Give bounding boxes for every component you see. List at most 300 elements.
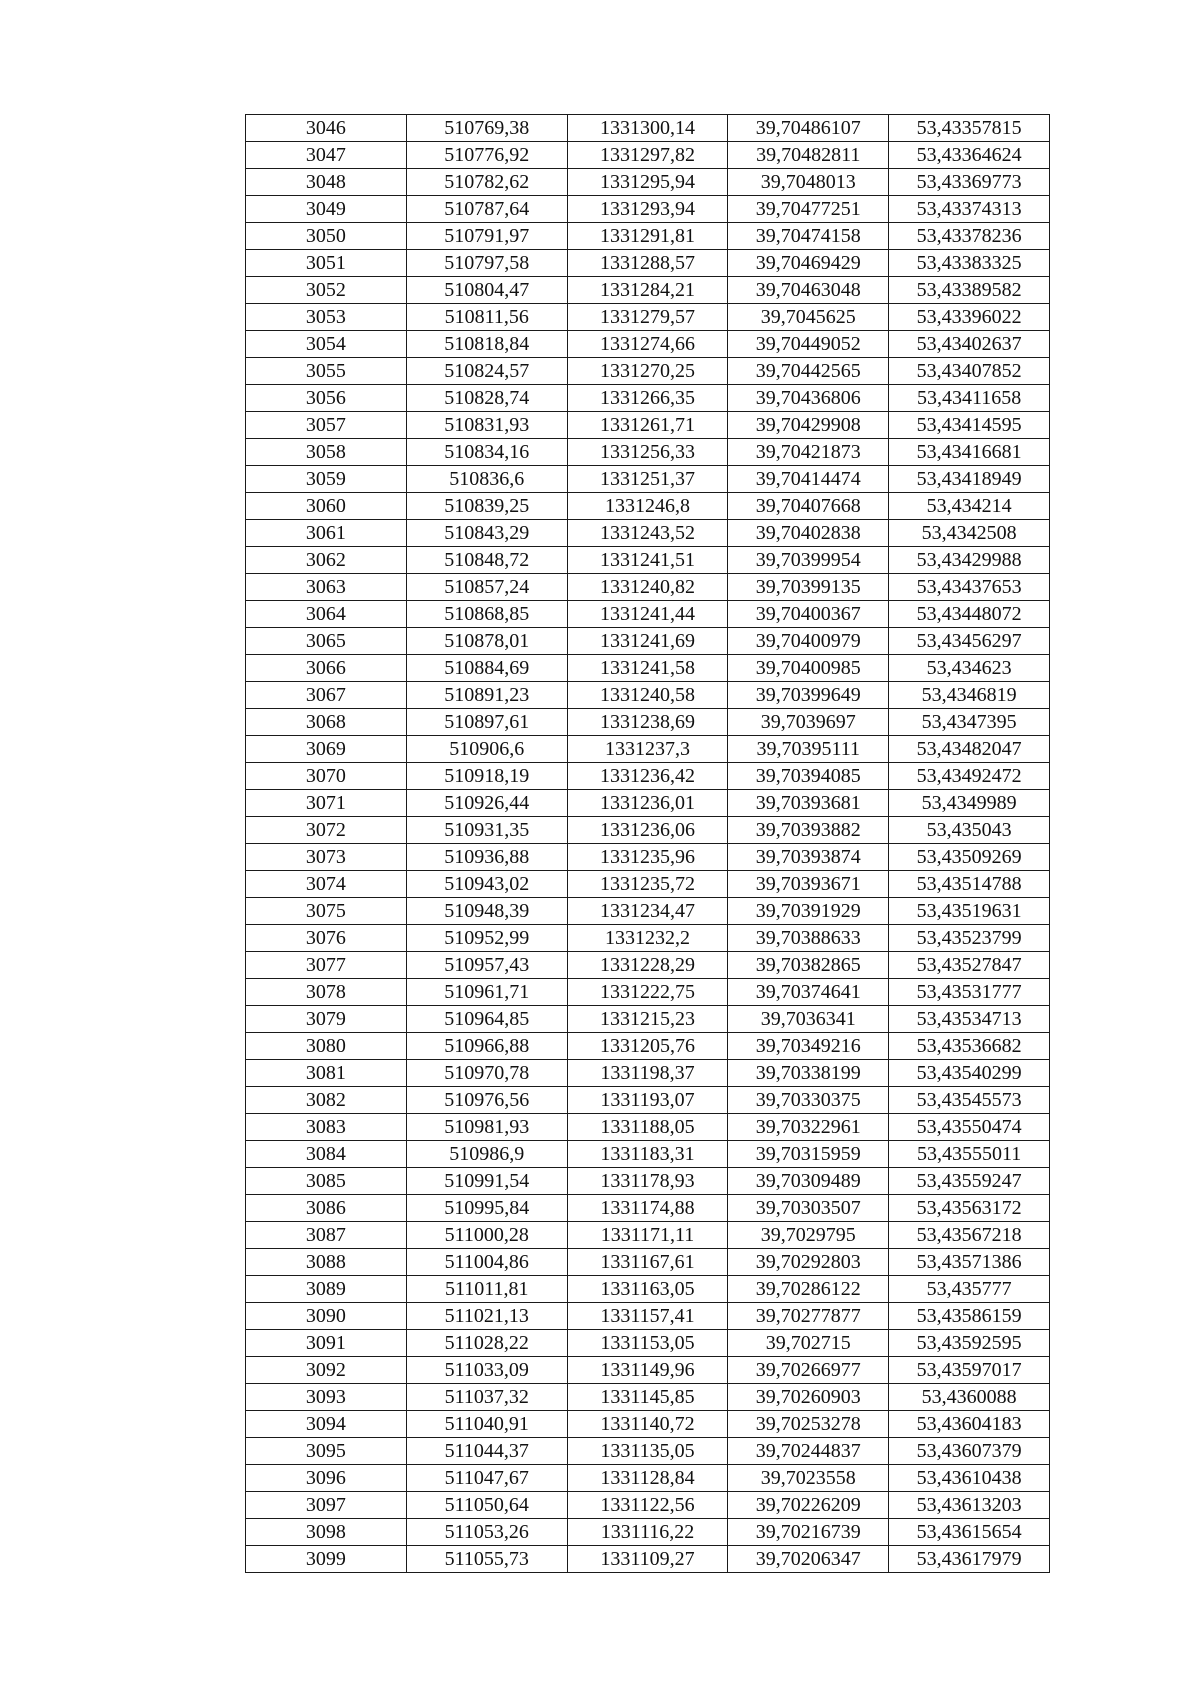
x-coordinate-cell: 510818,84 bbox=[406, 331, 567, 358]
latitude-cell: 53,43383325 bbox=[889, 250, 1050, 277]
longitude-cell: 39,70399135 bbox=[728, 574, 889, 601]
point-number-cell: 3051 bbox=[246, 250, 407, 277]
x-coordinate-cell: 510787,64 bbox=[406, 196, 567, 223]
table-row bbox=[246, 1033, 1050, 1060]
point-number-cell: 3050 bbox=[246, 223, 407, 250]
longitude-cell: 39,70244837 bbox=[728, 1438, 889, 1465]
table-row bbox=[246, 1006, 1050, 1033]
x-coordinate-cell: 510964,85 bbox=[406, 1006, 567, 1033]
table-row bbox=[246, 304, 1050, 331]
point-number-cell: 3095 bbox=[246, 1438, 407, 1465]
latitude-cell: 53,43448072 bbox=[889, 601, 1050, 628]
x-coordinate-cell: 511011,81 bbox=[406, 1276, 567, 1303]
latitude-cell: 53,43563172 bbox=[889, 1195, 1050, 1222]
point-number-cell: 3091 bbox=[246, 1330, 407, 1357]
latitude-cell: 53,43534713 bbox=[889, 1006, 1050, 1033]
point-number-cell: 3053 bbox=[246, 304, 407, 331]
latitude-cell: 53,43402637 bbox=[889, 331, 1050, 358]
longitude-cell: 39,7029795 bbox=[728, 1222, 889, 1249]
point-number-cell: 3074 bbox=[246, 871, 407, 898]
y-coordinate-cell: 1331109,27 bbox=[567, 1546, 728, 1573]
longitude-cell: 39,70449052 bbox=[728, 331, 889, 358]
y-coordinate-cell: 1331236,42 bbox=[567, 763, 728, 790]
latitude-cell: 53,43604183 bbox=[889, 1411, 1050, 1438]
point-number-cell: 3076 bbox=[246, 925, 407, 952]
point-number-cell: 3061 bbox=[246, 520, 407, 547]
y-coordinate-cell: 1331241,58 bbox=[567, 655, 728, 682]
point-number-cell: 3062 bbox=[246, 547, 407, 574]
x-coordinate-cell: 510918,19 bbox=[406, 763, 567, 790]
table-row bbox=[246, 142, 1050, 169]
table-row bbox=[246, 844, 1050, 871]
longitude-cell: 39,70292803 bbox=[728, 1249, 889, 1276]
longitude-cell: 39,7045625 bbox=[728, 304, 889, 331]
y-coordinate-cell: 1331251,37 bbox=[567, 466, 728, 493]
y-coordinate-cell: 1331122,56 bbox=[567, 1492, 728, 1519]
x-coordinate-cell: 510986,9 bbox=[406, 1141, 567, 1168]
table-row bbox=[246, 817, 1050, 844]
table-row bbox=[246, 1330, 1050, 1357]
point-number-cell: 3072 bbox=[246, 817, 407, 844]
x-coordinate-cell: 510776,92 bbox=[406, 142, 567, 169]
x-coordinate-cell: 510868,85 bbox=[406, 601, 567, 628]
longitude-cell: 39,70216739 bbox=[728, 1519, 889, 1546]
latitude-cell: 53,43407852 bbox=[889, 358, 1050, 385]
y-coordinate-cell: 1331295,94 bbox=[567, 169, 728, 196]
y-coordinate-cell: 1331116,22 bbox=[567, 1519, 728, 1546]
longitude-cell: 39,70407668 bbox=[728, 493, 889, 520]
x-coordinate-cell: 510936,88 bbox=[406, 844, 567, 871]
point-number-cell: 3088 bbox=[246, 1249, 407, 1276]
x-coordinate-cell: 510952,99 bbox=[406, 925, 567, 952]
table-row bbox=[246, 358, 1050, 385]
table-row bbox=[246, 655, 1050, 682]
y-coordinate-cell: 1331178,93 bbox=[567, 1168, 728, 1195]
table-row bbox=[246, 1438, 1050, 1465]
latitude-cell: 53,43414595 bbox=[889, 412, 1050, 439]
point-number-cell: 3094 bbox=[246, 1411, 407, 1438]
point-number-cell: 3086 bbox=[246, 1195, 407, 1222]
table-row bbox=[246, 1303, 1050, 1330]
table-row bbox=[246, 574, 1050, 601]
longitude-cell: 39,70393874 bbox=[728, 844, 889, 871]
latitude-cell: 53,43550474 bbox=[889, 1114, 1050, 1141]
x-coordinate-cell: 510961,71 bbox=[406, 979, 567, 1006]
y-coordinate-cell: 1331240,82 bbox=[567, 574, 728, 601]
y-coordinate-cell: 1331241,44 bbox=[567, 601, 728, 628]
x-coordinate-cell: 510769,38 bbox=[406, 115, 567, 142]
longitude-cell: 39,702715 bbox=[728, 1330, 889, 1357]
longitude-cell: 39,70309489 bbox=[728, 1168, 889, 1195]
point-number-cell: 3065 bbox=[246, 628, 407, 655]
table-row bbox=[246, 736, 1050, 763]
longitude-cell: 39,70400979 bbox=[728, 628, 889, 655]
table-row bbox=[246, 115, 1050, 142]
x-coordinate-cell: 510824,57 bbox=[406, 358, 567, 385]
point-number-cell: 3099 bbox=[246, 1546, 407, 1573]
x-coordinate-cell: 510878,01 bbox=[406, 628, 567, 655]
point-number-cell: 3093 bbox=[246, 1384, 407, 1411]
point-number-cell: 3087 bbox=[246, 1222, 407, 1249]
longitude-cell: 39,7048013 bbox=[728, 169, 889, 196]
y-coordinate-cell: 1331232,2 bbox=[567, 925, 728, 952]
y-coordinate-cell: 1331300,14 bbox=[567, 115, 728, 142]
point-number-cell: 3055 bbox=[246, 358, 407, 385]
table-row bbox=[246, 790, 1050, 817]
coordinates-table bbox=[245, 114, 1050, 1573]
table-row bbox=[246, 1384, 1050, 1411]
table-row bbox=[246, 196, 1050, 223]
longitude-cell: 39,70393681 bbox=[728, 790, 889, 817]
latitude-cell: 53,434214 bbox=[889, 493, 1050, 520]
y-coordinate-cell: 1331135,05 bbox=[567, 1438, 728, 1465]
x-coordinate-cell: 511033,09 bbox=[406, 1357, 567, 1384]
point-number-cell: 3073 bbox=[246, 844, 407, 871]
latitude-cell: 53,4342508 bbox=[889, 520, 1050, 547]
y-coordinate-cell: 1331270,25 bbox=[567, 358, 728, 385]
table-row bbox=[246, 871, 1050, 898]
longitude-cell: 39,70349216 bbox=[728, 1033, 889, 1060]
longitude-cell: 39,70374641 bbox=[728, 979, 889, 1006]
x-coordinate-cell: 510926,44 bbox=[406, 790, 567, 817]
x-coordinate-cell: 510843,29 bbox=[406, 520, 567, 547]
latitude-cell: 53,43559247 bbox=[889, 1168, 1050, 1195]
point-number-cell: 3052 bbox=[246, 277, 407, 304]
x-coordinate-cell: 511004,86 bbox=[406, 1249, 567, 1276]
table-row bbox=[246, 223, 1050, 250]
point-number-cell: 3080 bbox=[246, 1033, 407, 1060]
latitude-cell: 53,4347395 bbox=[889, 709, 1050, 736]
point-number-cell: 3079 bbox=[246, 1006, 407, 1033]
x-coordinate-cell: 510831,93 bbox=[406, 412, 567, 439]
table-row bbox=[246, 493, 1050, 520]
latitude-cell: 53,43509269 bbox=[889, 844, 1050, 871]
y-coordinate-cell: 1331240,58 bbox=[567, 682, 728, 709]
point-number-cell: 3046 bbox=[246, 115, 407, 142]
point-number-cell: 3057 bbox=[246, 412, 407, 439]
latitude-cell: 53,43597017 bbox=[889, 1357, 1050, 1384]
longitude-cell: 39,7039697 bbox=[728, 709, 889, 736]
longitude-cell: 39,70421873 bbox=[728, 439, 889, 466]
table-row bbox=[246, 898, 1050, 925]
y-coordinate-cell: 1331205,76 bbox=[567, 1033, 728, 1060]
longitude-cell: 39,70474158 bbox=[728, 223, 889, 250]
x-coordinate-cell: 510891,23 bbox=[406, 682, 567, 709]
x-coordinate-cell: 510991,54 bbox=[406, 1168, 567, 1195]
x-coordinate-cell: 510884,69 bbox=[406, 655, 567, 682]
y-coordinate-cell: 1331140,72 bbox=[567, 1411, 728, 1438]
table-row bbox=[246, 601, 1050, 628]
point-number-cell: 3058 bbox=[246, 439, 407, 466]
table-row bbox=[246, 1087, 1050, 1114]
longitude-cell: 39,70402838 bbox=[728, 520, 889, 547]
latitude-cell: 53,4360088 bbox=[889, 1384, 1050, 1411]
latitude-cell: 53,43610438 bbox=[889, 1465, 1050, 1492]
table-row bbox=[246, 1249, 1050, 1276]
longitude-cell: 39,70436806 bbox=[728, 385, 889, 412]
latitude-cell: 53,43523799 bbox=[889, 925, 1050, 952]
longitude-cell: 39,70400367 bbox=[728, 601, 889, 628]
x-coordinate-cell: 510797,58 bbox=[406, 250, 567, 277]
point-number-cell: 3063 bbox=[246, 574, 407, 601]
longitude-cell: 39,70429908 bbox=[728, 412, 889, 439]
latitude-cell: 53,43378236 bbox=[889, 223, 1050, 250]
y-coordinate-cell: 1331291,81 bbox=[567, 223, 728, 250]
x-coordinate-cell: 510906,6 bbox=[406, 736, 567, 763]
x-coordinate-cell: 510791,97 bbox=[406, 223, 567, 250]
y-coordinate-cell: 1331237,3 bbox=[567, 736, 728, 763]
x-coordinate-cell: 510828,74 bbox=[406, 385, 567, 412]
y-coordinate-cell: 1331274,66 bbox=[567, 331, 728, 358]
point-number-cell: 3085 bbox=[246, 1168, 407, 1195]
y-coordinate-cell: 1331288,57 bbox=[567, 250, 728, 277]
y-coordinate-cell: 1331157,41 bbox=[567, 1303, 728, 1330]
y-coordinate-cell: 1331241,69 bbox=[567, 628, 728, 655]
x-coordinate-cell: 510943,02 bbox=[406, 871, 567, 898]
longitude-cell: 39,70400985 bbox=[728, 655, 889, 682]
x-coordinate-cell: 511028,22 bbox=[406, 1330, 567, 1357]
table-row bbox=[246, 250, 1050, 277]
longitude-cell: 39,70414474 bbox=[728, 466, 889, 493]
y-coordinate-cell: 1331149,96 bbox=[567, 1357, 728, 1384]
point-number-cell: 3083 bbox=[246, 1114, 407, 1141]
point-number-cell: 3048 bbox=[246, 169, 407, 196]
x-coordinate-cell: 510995,84 bbox=[406, 1195, 567, 1222]
point-number-cell: 3092 bbox=[246, 1357, 407, 1384]
table-row bbox=[246, 952, 1050, 979]
latitude-cell: 53,43586159 bbox=[889, 1303, 1050, 1330]
x-coordinate-cell: 510834,16 bbox=[406, 439, 567, 466]
longitude-cell: 39,7036341 bbox=[728, 1006, 889, 1033]
longitude-cell: 39,70330375 bbox=[728, 1087, 889, 1114]
table-row bbox=[246, 1114, 1050, 1141]
latitude-cell: 53,43418949 bbox=[889, 466, 1050, 493]
latitude-cell: 53,43357815 bbox=[889, 115, 1050, 142]
point-number-cell: 3077 bbox=[246, 952, 407, 979]
point-number-cell: 3067 bbox=[246, 682, 407, 709]
x-coordinate-cell: 511040,91 bbox=[406, 1411, 567, 1438]
longitude-cell: 39,70322961 bbox=[728, 1114, 889, 1141]
table-row bbox=[246, 1195, 1050, 1222]
x-coordinate-cell: 511047,67 bbox=[406, 1465, 567, 1492]
table-row bbox=[246, 1546, 1050, 1573]
longitude-cell: 39,70477251 bbox=[728, 196, 889, 223]
latitude-cell: 53,434623 bbox=[889, 655, 1050, 682]
x-coordinate-cell: 511050,64 bbox=[406, 1492, 567, 1519]
table-row bbox=[246, 925, 1050, 952]
point-number-cell: 3049 bbox=[246, 196, 407, 223]
longitude-cell: 39,70399649 bbox=[728, 682, 889, 709]
y-coordinate-cell: 1331241,51 bbox=[567, 547, 728, 574]
table-row bbox=[246, 1060, 1050, 1087]
y-coordinate-cell: 1331236,06 bbox=[567, 817, 728, 844]
latitude-cell: 53,43364624 bbox=[889, 142, 1050, 169]
table-row bbox=[246, 277, 1050, 304]
latitude-cell: 53,435043 bbox=[889, 817, 1050, 844]
point-number-cell: 3054 bbox=[246, 331, 407, 358]
longitude-cell: 39,70260903 bbox=[728, 1384, 889, 1411]
longitude-cell: 39,70395111 bbox=[728, 736, 889, 763]
x-coordinate-cell: 510970,78 bbox=[406, 1060, 567, 1087]
latitude-cell: 53,43482047 bbox=[889, 736, 1050, 763]
y-coordinate-cell: 1331188,05 bbox=[567, 1114, 728, 1141]
point-number-cell: 3064 bbox=[246, 601, 407, 628]
table-row bbox=[246, 979, 1050, 1006]
latitude-cell: 53,43416681 bbox=[889, 439, 1050, 466]
latitude-cell: 53,43613203 bbox=[889, 1492, 1050, 1519]
longitude-cell: 39,70394085 bbox=[728, 763, 889, 790]
point-number-cell: 3089 bbox=[246, 1276, 407, 1303]
longitude-cell: 39,70286122 bbox=[728, 1276, 889, 1303]
y-coordinate-cell: 1331215,23 bbox=[567, 1006, 728, 1033]
table-row bbox=[246, 1357, 1050, 1384]
latitude-cell: 53,43411658 bbox=[889, 385, 1050, 412]
table-row bbox=[246, 709, 1050, 736]
y-coordinate-cell: 1331236,01 bbox=[567, 790, 728, 817]
longitude-cell: 39,70388633 bbox=[728, 925, 889, 952]
x-coordinate-cell: 510804,47 bbox=[406, 277, 567, 304]
table-row bbox=[246, 331, 1050, 358]
x-coordinate-cell: 511044,37 bbox=[406, 1438, 567, 1465]
latitude-cell: 53,43536682 bbox=[889, 1033, 1050, 1060]
x-coordinate-cell: 511053,26 bbox=[406, 1519, 567, 1546]
table-row bbox=[246, 1222, 1050, 1249]
latitude-cell: 53,43615654 bbox=[889, 1519, 1050, 1546]
longitude-cell: 39,70253278 bbox=[728, 1411, 889, 1438]
point-number-cell: 3056 bbox=[246, 385, 407, 412]
x-coordinate-cell: 510836,6 bbox=[406, 466, 567, 493]
table-row bbox=[246, 412, 1050, 439]
point-number-cell: 3068 bbox=[246, 709, 407, 736]
longitude-cell: 39,70382865 bbox=[728, 952, 889, 979]
latitude-cell: 53,435777 bbox=[889, 1276, 1050, 1303]
point-number-cell: 3090 bbox=[246, 1303, 407, 1330]
y-coordinate-cell: 1331193,07 bbox=[567, 1087, 728, 1114]
y-coordinate-cell: 1331234,47 bbox=[567, 898, 728, 925]
y-coordinate-cell: 1331238,69 bbox=[567, 709, 728, 736]
point-number-cell: 3066 bbox=[246, 655, 407, 682]
y-coordinate-cell: 1331235,72 bbox=[567, 871, 728, 898]
longitude-cell: 39,70206347 bbox=[728, 1546, 889, 1573]
latitude-cell: 53,43429988 bbox=[889, 547, 1050, 574]
x-coordinate-cell: 511021,13 bbox=[406, 1303, 567, 1330]
longitude-cell: 39,70315959 bbox=[728, 1141, 889, 1168]
y-coordinate-cell: 1331246,8 bbox=[567, 493, 728, 520]
y-coordinate-cell: 1331145,85 bbox=[567, 1384, 728, 1411]
latitude-cell: 53,43514788 bbox=[889, 871, 1050, 898]
y-coordinate-cell: 1331284,21 bbox=[567, 277, 728, 304]
longitude-cell: 39,70399954 bbox=[728, 547, 889, 574]
x-coordinate-cell: 510981,93 bbox=[406, 1114, 567, 1141]
y-coordinate-cell: 1331163,05 bbox=[567, 1276, 728, 1303]
table-row bbox=[246, 1465, 1050, 1492]
y-coordinate-cell: 1331293,94 bbox=[567, 196, 728, 223]
latitude-cell: 53,43571386 bbox=[889, 1249, 1050, 1276]
longitude-cell: 39,7023558 bbox=[728, 1465, 889, 1492]
y-coordinate-cell: 1331279,57 bbox=[567, 304, 728, 331]
latitude-cell: 53,43492472 bbox=[889, 763, 1050, 790]
x-coordinate-cell: 510839,25 bbox=[406, 493, 567, 520]
table-row bbox=[246, 1411, 1050, 1438]
point-number-cell: 3084 bbox=[246, 1141, 407, 1168]
table-row bbox=[246, 520, 1050, 547]
y-coordinate-cell: 1331171,11 bbox=[567, 1222, 728, 1249]
longitude-cell: 39,70482811 bbox=[728, 142, 889, 169]
latitude-cell: 53,43567218 bbox=[889, 1222, 1050, 1249]
point-number-cell: 3047 bbox=[246, 142, 407, 169]
y-coordinate-cell: 1331261,71 bbox=[567, 412, 728, 439]
latitude-cell: 53,43437653 bbox=[889, 574, 1050, 601]
latitude-cell: 53,43527847 bbox=[889, 952, 1050, 979]
x-coordinate-cell: 510966,88 bbox=[406, 1033, 567, 1060]
longitude-cell: 39,70266977 bbox=[728, 1357, 889, 1384]
latitude-cell: 53,43555011 bbox=[889, 1141, 1050, 1168]
y-coordinate-cell: 1331222,75 bbox=[567, 979, 728, 1006]
latitude-cell: 53,43531777 bbox=[889, 979, 1050, 1006]
latitude-cell: 53,4349989 bbox=[889, 790, 1050, 817]
table-row bbox=[246, 547, 1050, 574]
latitude-cell: 53,43374313 bbox=[889, 196, 1050, 223]
x-coordinate-cell: 510848,72 bbox=[406, 547, 567, 574]
y-coordinate-cell: 1331235,96 bbox=[567, 844, 728, 871]
longitude-cell: 39,70391929 bbox=[728, 898, 889, 925]
table-row bbox=[246, 763, 1050, 790]
y-coordinate-cell: 1331153,05 bbox=[567, 1330, 728, 1357]
point-number-cell: 3098 bbox=[246, 1519, 407, 1546]
y-coordinate-cell: 1331243,52 bbox=[567, 520, 728, 547]
x-coordinate-cell: 511037,32 bbox=[406, 1384, 567, 1411]
point-number-cell: 3075 bbox=[246, 898, 407, 925]
longitude-cell: 39,70486107 bbox=[728, 115, 889, 142]
table-row bbox=[246, 385, 1050, 412]
x-coordinate-cell: 510976,56 bbox=[406, 1087, 567, 1114]
y-coordinate-cell: 1331256,33 bbox=[567, 439, 728, 466]
x-coordinate-cell: 510931,35 bbox=[406, 817, 567, 844]
table-row bbox=[246, 682, 1050, 709]
latitude-cell: 53,43519631 bbox=[889, 898, 1050, 925]
point-number-cell: 3060 bbox=[246, 493, 407, 520]
x-coordinate-cell: 511000,28 bbox=[406, 1222, 567, 1249]
table-row bbox=[246, 1519, 1050, 1546]
point-number-cell: 3096 bbox=[246, 1465, 407, 1492]
latitude-cell: 53,43369773 bbox=[889, 169, 1050, 196]
table-row bbox=[246, 1141, 1050, 1168]
point-number-cell: 3070 bbox=[246, 763, 407, 790]
longitude-cell: 39,70469429 bbox=[728, 250, 889, 277]
y-coordinate-cell: 1331167,61 bbox=[567, 1249, 728, 1276]
point-number-cell: 3071 bbox=[246, 790, 407, 817]
y-coordinate-cell: 1331266,35 bbox=[567, 385, 728, 412]
point-number-cell: 3097 bbox=[246, 1492, 407, 1519]
longitude-cell: 39,70442565 bbox=[728, 358, 889, 385]
x-coordinate-cell: 510948,39 bbox=[406, 898, 567, 925]
latitude-cell: 53,43540299 bbox=[889, 1060, 1050, 1087]
longitude-cell: 39,70277877 bbox=[728, 1303, 889, 1330]
latitude-cell: 53,43396022 bbox=[889, 304, 1050, 331]
y-coordinate-cell: 1331198,37 bbox=[567, 1060, 728, 1087]
table-row bbox=[246, 169, 1050, 196]
longitude-cell: 39,70393882 bbox=[728, 817, 889, 844]
point-number-cell: 3081 bbox=[246, 1060, 407, 1087]
table-row bbox=[246, 466, 1050, 493]
table-row bbox=[246, 1276, 1050, 1303]
latitude-cell: 53,43607379 bbox=[889, 1438, 1050, 1465]
latitude-cell: 53,4346819 bbox=[889, 682, 1050, 709]
point-number-cell: 3082 bbox=[246, 1087, 407, 1114]
longitude-cell: 39,70393671 bbox=[728, 871, 889, 898]
y-coordinate-cell: 1331183,31 bbox=[567, 1141, 728, 1168]
y-coordinate-cell: 1331297,82 bbox=[567, 142, 728, 169]
